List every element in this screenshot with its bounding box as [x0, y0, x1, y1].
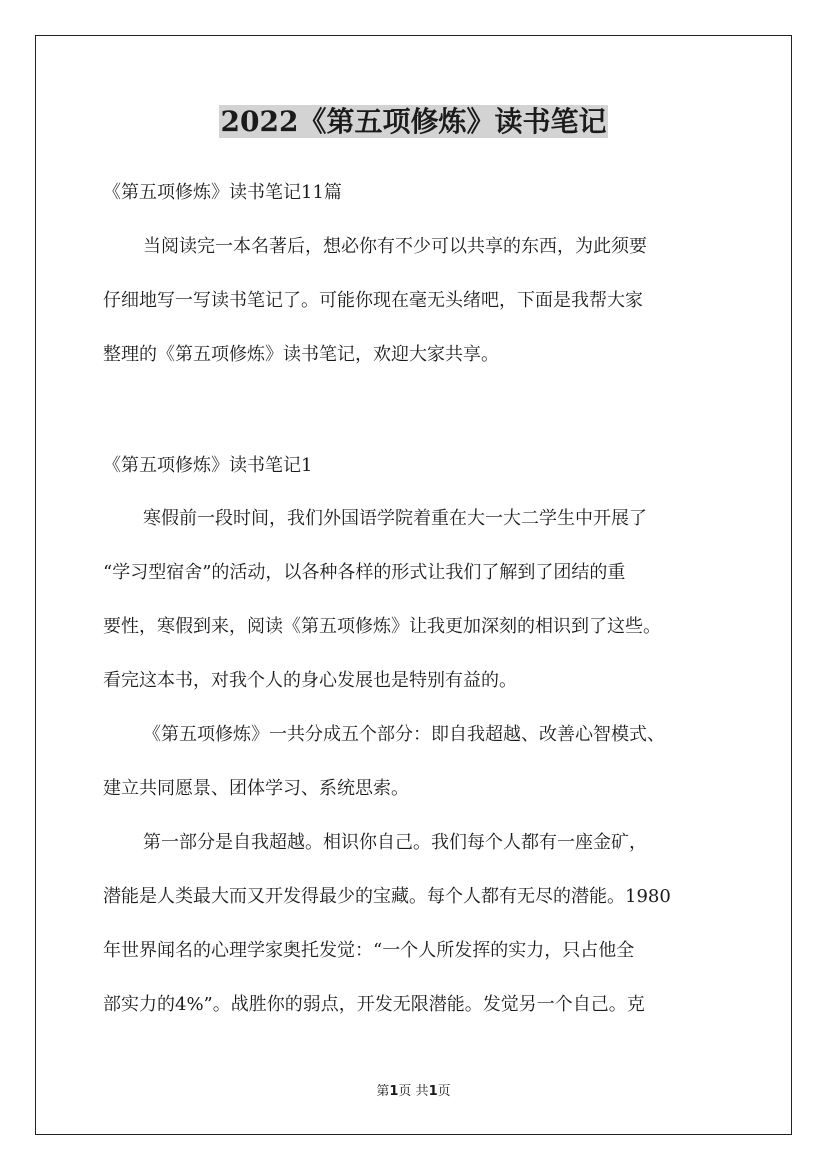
- document-subtitle: 《第五项修炼》读书笔记11篇: [103, 182, 342, 203]
- body-line: 寒假前一段时间，我们外国语学院着重在大一大二学生中开展了: [143, 508, 647, 529]
- intro-line: 仔细地写一写读书笔记了。可能你现在毫无头绪吧，下面是我帮大家: [103, 290, 643, 311]
- body-line: 建立共同愿景、团体学习、系统思索。: [103, 778, 409, 799]
- body-paragraph-1: [103, 492, 723, 708]
- footer-suffix: 页: [437, 1084, 451, 1099]
- body-line: 看完这本书，对我个人的身心发展也是特别有益的。: [103, 670, 517, 691]
- body-line: 部实力的4%”。战胜你的弱点，开发无限潜能。发觉另一个自己。克: [103, 994, 645, 1015]
- body-line: “学习型宿舍”的活动，以各种各样的形式让我们了解到了团结的重: [103, 562, 626, 583]
- intro-line: 整理的《第五项修炼》读书笔记，欢迎大家共享。: [103, 344, 499, 365]
- body-line: 要性，寒假到来，阅读《第五项修炼》让我更加深刻的相识到了这些。: [103, 616, 661, 637]
- body-paragraph-3: [103, 816, 723, 1032]
- page-footer: [0, 1082, 827, 1102]
- body-line: 年世界闻名的心理学家奥托发觉：“一个人所发挥的实力，只占他全: [103, 940, 635, 961]
- footer-prefix: 第: [376, 1084, 390, 1099]
- body-line: 潜能是人类最大而又开发得最少的宝藏。每个人都有无尽的潜能。1980: [103, 886, 671, 907]
- intro-paragraph: [103, 220, 723, 382]
- body-line: 第一部分是自我超越。相识你自己。我们每个人都有一座金矿，: [143, 832, 647, 853]
- section-title: 《第五项修炼》读书笔记1: [103, 455, 313, 476]
- footer-page-current: 1: [389, 1084, 399, 1099]
- document-title: [0, 100, 827, 144]
- footer-mid: 页 共: [398, 1084, 429, 1099]
- body-paragraph-2: [103, 708, 723, 816]
- document-title-text: 2022《第五项修炼》读书笔记: [220, 105, 607, 138]
- body-line: 《第五项修炼》一共分成五个部分：即自我超越、改善心智模式、: [143, 724, 665, 745]
- intro-line: 当阅读完一本名著后，想必你有不少可以共享的东西，为此须要: [143, 236, 647, 257]
- footer-page-total: 1: [428, 1084, 438, 1099]
